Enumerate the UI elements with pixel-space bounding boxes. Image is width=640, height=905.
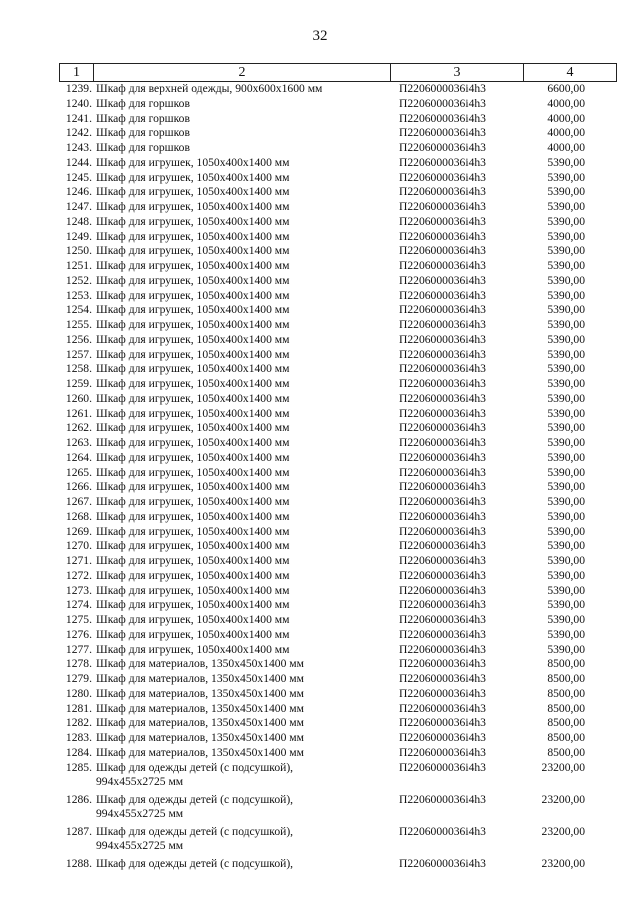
item-name: Шкаф для игрушек, 1050х400х1400 мм [96,259,290,272]
table-row [59,333,617,348]
inventory-code: П2206000036і4h3 [399,465,486,479]
row-number: 1263. [65,436,92,449]
item-price: 8500,00 [547,672,585,685]
table-row [59,112,617,127]
table-row [59,746,617,761]
item-name: Шкаф для материалов, 1350х450х1400 мм [96,657,304,671]
row-number: 1280. [65,686,92,700]
row-number: 1256. [65,332,92,346]
table-row [59,716,617,731]
table-row [59,377,617,392]
inventory-code: П2206000036і4h3 [399,716,486,730]
item-price: 8500,00 [547,731,585,744]
inventory-code: П2206000036і4h3 [399,657,486,671]
inventory-code: П2206000036і4h3 [399,436,486,449]
item-name: Шкаф для игрушек, 1050х400х1400 мм [96,406,290,420]
item-price: 6600,00 [547,82,585,95]
table-row [59,672,617,687]
table-row [59,554,617,569]
table-row [59,274,617,289]
inventory-code: П2206000036і4h3 [399,686,486,700]
row-number: 1248. [65,214,92,228]
row-number: 1264. [65,450,92,464]
item-name: Шкаф для материалов, 1350х450х1400 мм [96,686,304,700]
row-number: 1283. [65,731,92,744]
header-col-3: 3 [391,64,524,81]
table-row [59,613,617,628]
table-row [59,141,617,156]
inventory-code: П2206000036і4h3 [399,259,486,272]
item-name: Шкаф для игрушек, 1050х400х1400 мм [96,318,290,331]
item-name: Шкаф для игрушек, 1050х400х1400 мм [96,170,290,184]
item-name: Шкаф для игрушек, 1050х400х1400 мм [96,244,290,258]
row-number: 1274. [65,598,92,612]
table-body [59,82,617,871]
inventory-code: П2206000036і4h3 [399,200,486,213]
table-row [59,230,617,245]
item-price: 5390,00 [547,539,585,553]
item-name: Шкаф для игрушек, 1050х400х1400 мм [96,480,290,494]
item-name: Шкаф для игрушек, 1050х400х1400 мм [96,214,290,228]
item-price: 5390,00 [547,642,585,656]
item-price: 5390,00 [547,568,585,582]
item-price: 5390,00 [547,362,585,376]
inventory-code: П2206000036і4h3 [399,745,486,759]
row-number: 1278. [65,657,92,671]
table-row [59,318,617,333]
item-price: 5390,00 [547,391,585,405]
row-number: 1254. [65,303,92,317]
item-price: 4000,00 [547,96,585,110]
table-row [59,731,617,746]
item-price: 8500,00 [547,657,585,671]
inventory-code: П2206000036і4h3 [399,539,486,553]
item-name: Шкаф для игрушек, 1050х400х1400 мм [96,583,290,597]
item-name: Шкаф для игрушек, 1050х400х1400 мм [96,539,290,553]
item-name: Шкаф для материалов, 1350х450х1400 мм [96,745,304,759]
row-number: 1258. [65,362,92,376]
item-price: 5390,00 [547,303,585,317]
item-price: 4000,00 [547,111,585,125]
inventory-code: П2206000036і4h3 [399,391,486,405]
inventory-code: П2206000036і4h3 [399,347,486,361]
inventory-code: П2206000036і4h3 [399,613,486,626]
table-row [59,215,617,230]
row-number: 1259. [65,377,92,390]
table-row [59,643,617,658]
item-price: 4000,00 [547,126,585,140]
table-row [59,200,617,215]
item-price: 5390,00 [547,214,585,228]
item-price: 8500,00 [547,686,585,700]
row-number: 1272. [65,568,92,582]
inventory-code: П2206000036і4h3 [399,185,486,199]
table-row [59,185,617,200]
row-number: 1279. [65,672,92,685]
table-row [59,436,617,451]
item-name: Шкаф для одежды детей (с подсушкой), 994х455х2725 мм [96,792,294,820]
table-row [59,126,617,141]
item-name: Шкаф для игрушек, 1050х400х1400 мм [96,332,290,346]
item-price: 5390,00 [547,583,585,597]
inventory-code: П2206000036і4h3 [399,303,486,317]
inventory-code: П2206000036і4h3 [399,229,486,243]
item-price: 5390,00 [547,524,585,538]
table-row [59,82,617,97]
item-price: 5390,00 [547,332,585,346]
item-name: Шкаф для игрушек, 1050х400х1400 мм [96,229,290,243]
inventory-code: П2206000036і4h3 [399,96,486,110]
row-number: 1245. [65,170,92,184]
item-price: 5390,00 [547,259,585,272]
inventory-code: П2206000036і4h3 [399,214,486,228]
row-number: 1242. [65,126,92,140]
header-col-4: 4 [566,65,574,80]
inventory-code: П2206000036і4h3 [399,126,486,140]
table-row [59,480,617,495]
row-number: 1267. [65,495,92,508]
header-col-2: 2 [94,64,391,81]
row-number: 1287. [65,824,92,838]
inventory-code: П2206000036і4h3 [399,509,486,523]
item-name: Шкаф для игрушек, 1050х400х1400 мм [96,303,290,317]
item-price: 5390,00 [547,613,585,626]
row-number: 1246. [65,185,92,199]
item-price: 5390,00 [547,495,585,508]
item-name: Шкаф для игрушек, 1050х400х1400 мм [96,362,290,376]
inventory-code: П2206000036і4h3 [399,731,486,744]
row-number: 1265. [65,465,92,479]
inventory-table [59,63,617,871]
row-number: 1249. [65,229,92,243]
item-price: 5390,00 [547,288,585,302]
row-number: 1288. [65,856,92,870]
item-name: Шкаф для игрушек, 1050х400х1400 мм [96,598,290,612]
row-number: 1239. [65,82,92,95]
item-price: 23200,00 [541,792,585,806]
item-price: 5390,00 [547,200,585,213]
inventory-code: П2206000036і4h3 [399,495,486,508]
item-name: Шкаф для игрушек, 1050х400х1400 мм [96,524,290,538]
inventory-code: П2206000036і4h3 [399,421,486,435]
item-name: Шкаф для материалов, 1350х450х1400 мм [96,731,304,744]
inventory-code: П2206000036і4h3 [399,701,486,715]
inventory-code: П2206000036і4h3 [399,760,486,774]
inventory-code: П2206000036і4h3 [399,406,486,420]
inventory-code: П2206000036і4h3 [399,170,486,184]
table-row [59,657,617,672]
item-price: 23200,00 [541,760,585,774]
inventory-code: П2206000036і4h3 [399,377,486,390]
table-header-row [59,63,617,82]
row-number: 1285. [65,760,92,774]
item-price: 5390,00 [547,509,585,523]
item-name: Шкаф для игрушек, 1050х400х1400 мм [96,450,290,464]
row-number: 1260. [65,391,92,405]
item-name: Шкаф для игрушек, 1050х400х1400 мм [96,436,290,449]
row-number: 1266. [65,480,92,494]
row-number: 1271. [65,554,92,567]
item-name: Шкаф для игрушек, 1050х400х1400 мм [96,568,290,582]
inventory-code: П2206000036і4h3 [399,792,486,806]
item-price: 5390,00 [547,229,585,243]
table-row [59,702,617,717]
table-row [59,451,617,466]
item-price: 8500,00 [547,716,585,730]
table-row [59,793,617,821]
item-price: 5390,00 [547,598,585,612]
item-price: 5390,00 [547,480,585,494]
item-price: 5390,00 [547,627,585,641]
table-row [59,569,617,584]
inventory-code: П2206000036і4h3 [399,627,486,641]
item-name: Шкаф для игрушек, 1050х400х1400 мм [96,377,290,390]
inventory-code: П2206000036і4h3 [399,524,486,538]
item-price: 8500,00 [547,701,585,715]
row-number: 1257. [65,347,92,361]
table-row [59,466,617,481]
item-price: 4000,00 [547,141,585,154]
inventory-code: П2206000036і4h3 [399,583,486,597]
item-name: Шкаф для игрушек, 1050х400х1400 мм [96,200,290,213]
inventory-code: П2206000036і4h3 [399,155,486,169]
item-price: 5390,00 [547,273,585,287]
table-row [59,628,617,643]
item-price: 5390,00 [547,421,585,435]
table-row [59,598,617,613]
table-row [59,289,617,304]
row-number: 1276. [65,627,92,641]
inventory-code: П2206000036і4h3 [399,82,486,95]
table-row [59,825,617,853]
item-price: 5390,00 [547,406,585,420]
row-number: 1261. [65,406,92,420]
item-price: 5390,00 [547,436,585,449]
inventory-code: П2206000036і4h3 [399,672,486,685]
item-name: Шкаф для игрушек, 1050х400х1400 мм [96,288,290,302]
table-row [59,495,617,510]
item-price: 5390,00 [547,170,585,184]
item-price: 5390,00 [547,554,585,567]
item-name: Шкаф для игрушек, 1050х400х1400 мм [96,495,290,508]
item-name: Шкаф для игрушек, 1050х400х1400 мм [96,554,290,567]
item-price: 5390,00 [547,450,585,464]
table-row [59,510,617,525]
inventory-code: П2206000036і4h3 [399,362,486,376]
row-number: 1247. [65,200,92,213]
row-number: 1251. [65,259,92,272]
inventory-code: П2206000036і4h3 [399,480,486,494]
item-price: 5390,00 [547,347,585,361]
inventory-code: П2206000036і4h3 [399,598,486,612]
inventory-code: П2206000036і4h3 [399,332,486,346]
item-name: Шкаф для игрушек, 1050х400х1400 мм [96,642,290,656]
item-name: Шкаф для горшков [96,111,190,125]
table-row [59,156,617,171]
table-row [59,171,617,186]
row-number: 1252. [65,273,92,287]
row-number: 1253. [65,288,92,302]
page-number: 32 [312,28,328,44]
inventory-code: П2206000036і4h3 [399,856,486,870]
item-name: Шкаф для материалов, 1350х450х1400 мм [96,672,304,685]
row-number: 1281. [65,701,92,715]
inventory-code: П2206000036і4h3 [399,554,486,567]
item-name: Шкаф для игрушек, 1050х400х1400 мм [96,627,290,641]
table-row [59,362,617,377]
row-number: 1250. [65,244,92,258]
row-number: 1284. [65,745,92,759]
item-price: 5390,00 [547,185,585,199]
inventory-code: П2206000036і4h3 [399,141,486,154]
row-number: 1275. [65,613,92,626]
inventory-code: П2206000036і4h3 [399,111,486,125]
item-name: Шкаф для одежды детей (с подсушкой), 994х455х2725 мм [96,824,294,852]
table-row [59,97,617,112]
inventory-code: П2206000036і4h3 [399,318,486,331]
item-name: Шкаф для одежды детей (с подсушкой), 994х455х2725 мм [96,760,294,788]
item-name: Шкаф для игрушек, 1050х400х1400 мм [96,613,290,626]
table-row [59,539,617,554]
item-price: 8500,00 [547,745,585,759]
item-price: 5390,00 [547,465,585,479]
row-number: 1268. [65,509,92,523]
item-name: Шкаф для игрушек, 1050х400х1400 мм [96,421,290,435]
row-number: 1269. [65,524,92,538]
row-number: 1282. [65,716,92,730]
table-row [59,584,617,599]
row-number: 1243. [65,141,92,154]
item-name: Шкаф для одежды детей (с подсушкой), [96,856,294,870]
item-name: Шкаф для игрушек, 1050х400х1400 мм [96,465,290,479]
item-name: Шкаф для игрушек, 1050х400х1400 мм [96,273,290,287]
item-name: Шкаф для игрушек, 1050х400х1400 мм [96,155,290,169]
item-name: Шкаф для игрушек, 1050х400х1400 мм [96,391,290,405]
row-number: 1273. [65,583,92,597]
row-number: 1244. [65,155,92,169]
row-number: 1270. [65,539,92,553]
item-price: 23200,00 [541,824,585,838]
item-name: Шкаф для игрушек, 1050х400х1400 мм [96,347,290,361]
item-name: Шкаф для материалов, 1350х450х1400 мм [96,716,304,730]
row-number: 1255. [65,318,92,331]
table-row [59,857,617,872]
table-row [59,761,617,789]
item-name: Шкаф для верхней одежды, 900х600х1600 мм [96,82,323,95]
inventory-code: П2206000036і4h3 [399,450,486,464]
table-row [59,259,617,274]
row-number: 1286. [65,792,92,806]
row-number: 1241. [65,111,92,125]
item-name: Шкаф для горшков [96,96,190,110]
item-price: 5390,00 [547,318,585,331]
item-price: 5390,00 [547,155,585,169]
inventory-code: П2206000036і4h3 [399,273,486,287]
table-row [59,303,617,318]
table-row [59,244,617,259]
inventory-code: П2206000036і4h3 [399,288,486,302]
table-row [59,392,617,407]
row-number: 1277. [65,642,92,656]
item-name: Шкаф для горшков [96,126,190,140]
item-name: Шкаф для игрушек, 1050х400х1400 мм [96,185,290,199]
item-name: Шкаф для горшков [96,141,190,154]
item-price: 23200,00 [541,856,585,870]
table-row [59,407,617,422]
item-name: Шкаф для игрушек, 1050х400х1400 мм [96,509,290,523]
table-row [59,348,617,363]
inventory-code: П2206000036і4h3 [399,642,486,656]
header-col-1: 1 [60,64,94,81]
item-name: Шкаф для материалов, 1350х450х1400 мм [96,701,304,715]
inventory-code: П2206000036і4h3 [399,244,486,258]
inventory-code: П2206000036і4h3 [399,824,486,838]
inventory-code: П2206000036і4h3 [399,568,486,582]
row-number: 1240. [65,96,92,110]
item-price: 5390,00 [547,377,585,390]
table-row [59,687,617,702]
item-price: 5390,00 [547,244,585,258]
table-row [59,421,617,436]
table-row [59,525,617,540]
row-number: 1262. [65,421,92,435]
